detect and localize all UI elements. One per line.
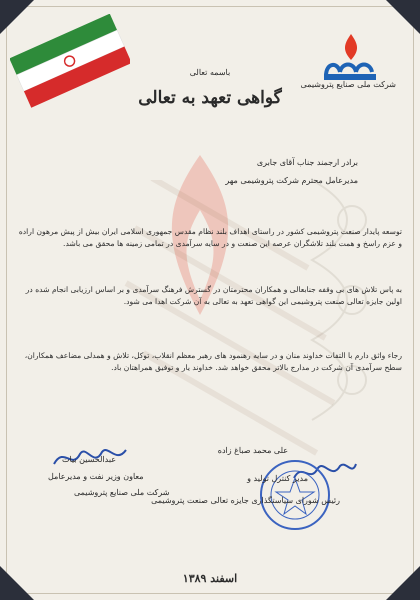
signer-left-title: معاون وزیر نفت و مدیرعامل bbox=[48, 472, 144, 481]
invocation: باسمه تعالی bbox=[189, 68, 231, 77]
signer-right-name: علی محمد صباغ زاده bbox=[217, 446, 288, 455]
corner-decoration bbox=[386, 0, 420, 34]
signer-left-name: عبدالحسین بیات bbox=[62, 455, 117, 464]
signer-left-org: شرکت ملی صنایع پتروشیمی bbox=[74, 488, 170, 497]
official-stamp-icon bbox=[256, 456, 334, 534]
org-name: شرکت ملی صنایع پتروشیمی bbox=[300, 80, 396, 89]
issue-date: اسفند ۱۳۸۹ bbox=[182, 572, 238, 585]
body-paragraph: رجاء واثق دارم با التفات خداوند منان و در سایه رهنمود های رهبر معظم انقلاب، توکل، تلاش و همدلی مضاعف همکاران، سطح سرآمدی آن شرکت در مدارج بالاتر محقق خواهد شد. خداوند یار و توفیق همراهتان باد. bbox=[24, 351, 402, 372]
addressee-name: برادر ارجمند جناب آقای جابری bbox=[256, 158, 358, 167]
page-title: گواهی تعهد به تعالی bbox=[138, 88, 282, 108]
body-paragraph: به پاس تلاش های بی وقفه جنابعالی و همکاران محترمتان در گسترش فرهنگ سرآمدی و بر اساس ارزیابی انجام شده در اولین جایزه تعالی صنعت پتروشیمی این گواهی تعهد به تعالی به آن شرکت اهدا می شود. bbox=[25, 285, 402, 306]
signer-right-org: رئیس شورای سیاستگذاری جایزه تعالی صنعت پتروشیمی bbox=[151, 496, 340, 505]
addressee-title: مدیرعامل محترم شرکت پتروشیمی مهر bbox=[225, 176, 358, 185]
arabesque-decoration bbox=[292, 160, 402, 460]
signer-right-title: مدیر کنترل تولید و bbox=[247, 474, 308, 483]
body-paragraph: توسعه پایدار صنعت پتروشیمی کشور در راستای اهداف بلند نظام مقدس جمهوری اسلامی ایران بیش از پیش مرهون اراده و عزم راسخ و همت بلند تلاشگران عرصه این صنعت و در سایه سرآمدی در تمامی زمینه ها محقق می باشد. bbox=[18, 227, 402, 248]
